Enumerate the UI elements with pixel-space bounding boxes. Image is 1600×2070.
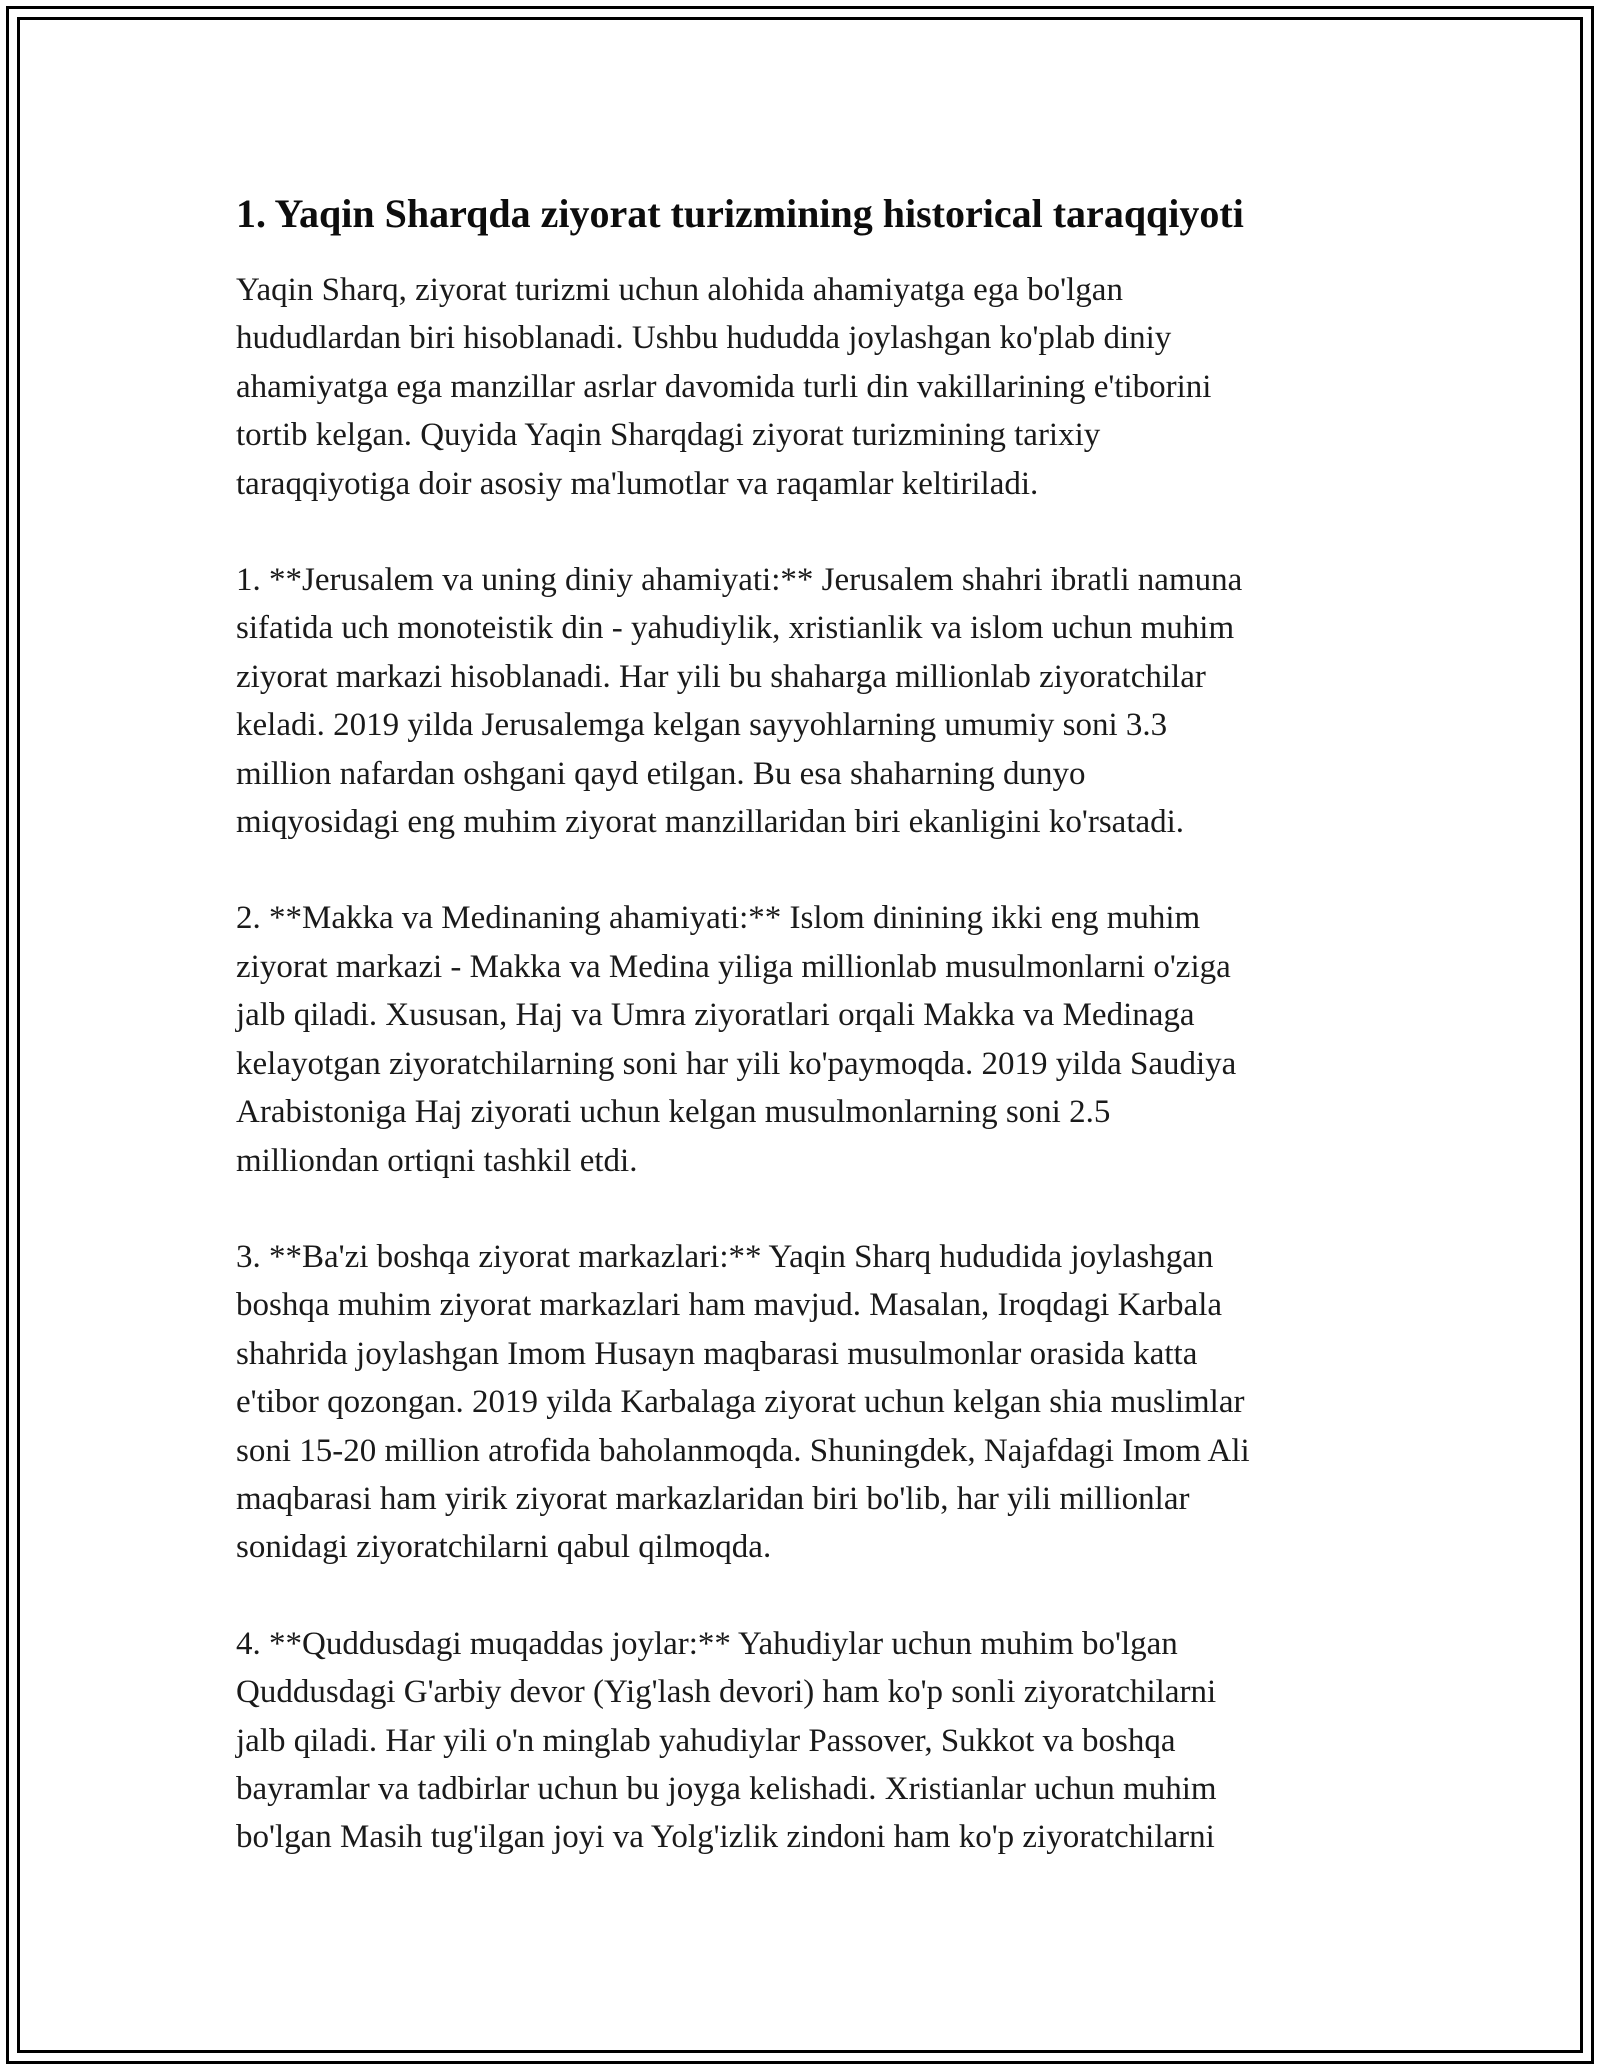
text-line: million nafardan oshgani qayd etilgan. Bu esa shaharning dunyo xyxy=(236,755,1086,792)
section-heading: 1. Yaqin Sharqda ziyorat turizmining historical taraqqiyoti xyxy=(236,191,1244,236)
text-line: e'tibor qozongan. 2019 yilda Karbalaga ziyorat uchun kelgan shia muslimlar xyxy=(236,1384,1245,1421)
text-line: jalb qiladi. Xususan, Haj va Umra ziyoratlari orqali Makka va Medinaga xyxy=(236,997,1195,1034)
text-line: sonidagi ziyoratchilarni qabul qilmoqda. xyxy=(236,1529,772,1566)
text-line: ziyorat markazi hisoblanadi. Har yili bu shaharga millionlab ziyoratchilar xyxy=(236,658,1206,695)
text-line: soni 15-20 million atrofida baholanmoqda. Shuningdek, Najafdagi Imom Ali xyxy=(236,1432,1250,1469)
document-body xyxy=(236,186,1376,1910)
text-line: jalb qiladi. Har yili o'n minglab yahudiylar Passover, Sukkot va boshqa xyxy=(236,1722,1176,1759)
paragraph-makka-medina xyxy=(236,894,1376,1184)
text-line: miqyosidagi eng muhim ziyorat manzillaridan biri ekanligini ko'rsatadi. xyxy=(236,804,1185,841)
text-line: kelayotgan ziyoratchilarning soni har yili ko'paymoqda. 2019 yilda Saudiya xyxy=(236,1045,1237,1082)
text-line: tortib kelgan. Quyida Yaqin Sharqdagi ziyorat turizmining tarixiy xyxy=(236,417,1101,454)
text-line: Yaqin Sharq, ziyorat turizmi uchun alohida ahamiyatga ega bo'lgan xyxy=(236,272,1123,308)
paragraph-jerusalem xyxy=(236,556,1376,846)
text-line: hududlardan biri hisoblanadi. Ushbu hududda joylashgan ko'plab diniy xyxy=(236,320,1172,357)
text-line: keladi. 2019 yilda Jerusalemga kelgan sayyohlarning umumiy soni 3.3 xyxy=(236,707,1168,744)
paragraph-intro xyxy=(236,266,1376,508)
text-line: Quddusdagi G'arbiy devor (Yig'lash devori) ham ko'p sonli ziyoratchilarni xyxy=(236,1674,1217,1711)
text-line: 1. **Jerusalem va uning diniy ahamiyati:** Jerusalem shahri ibratli namuna xyxy=(236,562,1243,599)
text-line: bayramlar va tadbirlar uchun bu joyga kelishadi. Xristianlar uchun muhim xyxy=(236,1770,1217,1807)
paragraph-quddus xyxy=(236,1620,1376,1862)
text-line: shahrida joylashgan Imom Husayn maqbarasi musulmonlar orasida katta xyxy=(236,1335,1198,1372)
text-line: bo'lgan Masih tug'ilgan joyi va Yolg'izlik zindoni ham ko'p ziyoratchilarni xyxy=(236,1819,1215,1856)
text-line: maqbarasi ham yirik ziyorat markazlaridan biri bo'lib, har yili millionlar xyxy=(236,1480,1190,1517)
text-line: Arabistoniga Haj ziyorati uchun kelgan musulmonlarning soni 2.5 xyxy=(236,1094,1111,1131)
text-line: 3. **Ba'zi boshqa ziyorat markazlari:** Yaqin Sharq hududida joylashgan xyxy=(236,1238,1214,1275)
text-line: ziyorat markazi - Makka va Medina yiliga millionlab musulmonlarni o'ziga xyxy=(236,948,1231,985)
text-line: milliondan ortiqni tashkil etdi. xyxy=(236,1142,638,1179)
text-line: ahamiyatga ega manzillar asrlar davomida turli din vakillarining e'tiborini xyxy=(236,368,1212,405)
text-line: 4. **Quddusdagi muqaddas joylar:** Yahudiylar uchun muhim bo'lgan xyxy=(236,1625,1178,1662)
text-line: taraqqiyotiga doir asosiy ma'lumotlar va raqamlar keltiriladi. xyxy=(236,465,1039,502)
text-line: 2. **Makka va Medinaning ahamiyati:** Islom dinining ikki eng muhim xyxy=(236,900,1201,937)
text-line: sifatida uch monoteistik din - yahudiylik, xristianlik va islom uchun muhim xyxy=(236,610,1235,647)
text-line: boshqa muhim ziyorat markazlari ham mavjud. Masalan, Iroqdagi Karbala xyxy=(236,1287,1223,1324)
paragraph-other-centers xyxy=(236,1233,1376,1572)
